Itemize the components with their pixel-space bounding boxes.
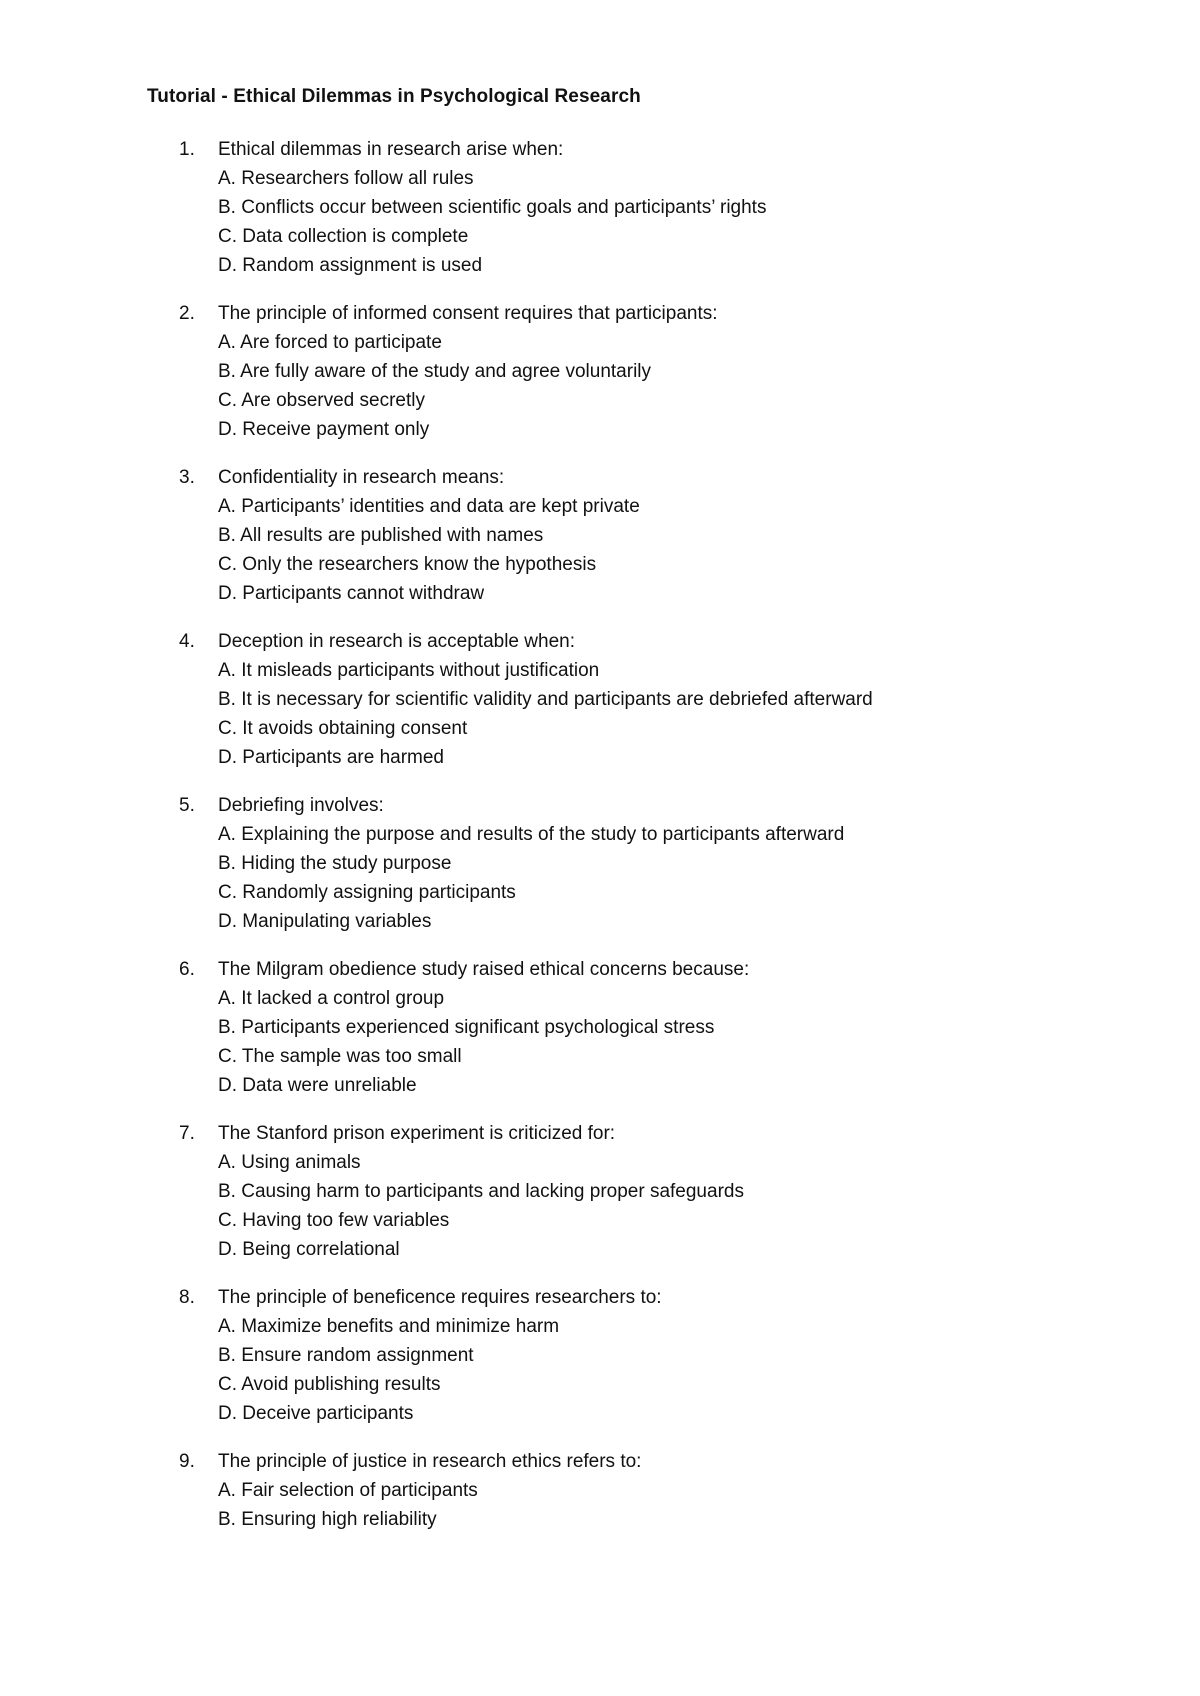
question-text: The principle of informed consent requires that participants: xyxy=(218,303,718,324)
question-number: 7. xyxy=(179,1123,195,1144)
question-text: Ethical dilemmas in research arise when: xyxy=(218,139,564,160)
answer-option: C. Having too few variables xyxy=(218,1210,450,1231)
question-list xyxy=(0,135,1200,1611)
answer-option: C. The sample was too small xyxy=(218,1046,462,1067)
question-4 xyxy=(0,627,1200,791)
answer-option: C. Avoid publishing results xyxy=(218,1374,441,1395)
answer-option: A. Researchers follow all rules xyxy=(218,168,474,189)
answer-option: C. Randomly assigning participants xyxy=(218,882,516,903)
answer-option: D. Deceive participants xyxy=(218,1403,414,1424)
answer-option: D. Receive payment only xyxy=(218,419,430,440)
answer-option: B. Causing harm to participants and lacking proper safeguards xyxy=(218,1181,744,1202)
answer-option: B. Participants experienced significant psychological stress xyxy=(218,1017,715,1038)
answer-option: D. Random assignment is used xyxy=(218,255,483,276)
answer-options xyxy=(218,1476,478,1534)
question-number: 5. xyxy=(179,795,195,816)
question-6 xyxy=(0,955,1200,1119)
question-text: The principle of justice in research ethics refers to: xyxy=(218,1451,642,1472)
question-text: Confidentiality in research means: xyxy=(218,467,505,488)
answer-option: A. Participants’ identities and data are kept private xyxy=(218,496,640,517)
question-text: The Milgram obedience study raised ethical concerns because: xyxy=(218,959,750,980)
answer-option: C. Data collection is complete xyxy=(218,226,469,247)
answer-options xyxy=(218,164,766,280)
answer-option: B. All results are published with names xyxy=(218,525,544,546)
answer-option: B. Ensure random assignment xyxy=(218,1345,474,1366)
question-8 xyxy=(0,1283,1200,1447)
answer-option: C. It avoids obtaining consent xyxy=(218,718,468,739)
answer-option: B. Ensuring high reliability xyxy=(218,1509,437,1530)
answer-options xyxy=(218,328,651,444)
question-9 xyxy=(0,1447,1200,1611)
answer-option: C. Are observed secretly xyxy=(218,390,425,411)
answer-option: B. It is necessary for scientific validity and participants are debriefed afterward xyxy=(218,689,873,710)
answer-option: A. Are forced to participate xyxy=(218,332,442,353)
question-1 xyxy=(0,135,1200,299)
answer-option: B. Hiding the study purpose xyxy=(218,853,452,874)
answer-option: A. Maximize benefits and minimize harm xyxy=(218,1316,560,1337)
answer-option: B. Are fully aware of the study and agree voluntarily xyxy=(218,361,652,382)
answer-option: A. Using animals xyxy=(218,1152,361,1173)
answer-option: A. Explaining the purpose and results of the study to participants afterward xyxy=(218,824,845,845)
answer-option: A. It lacked a control group xyxy=(218,988,445,1009)
answer-option: D. Participants are harmed xyxy=(218,747,444,768)
question-2 xyxy=(0,299,1200,463)
answer-options xyxy=(218,1312,559,1428)
answer-options xyxy=(218,820,844,936)
question-number: 2. xyxy=(179,303,195,324)
question-5 xyxy=(0,791,1200,955)
answer-option: D. Manipulating variables xyxy=(218,911,432,932)
answer-options xyxy=(218,492,640,608)
answer-option: D. Participants cannot withdraw xyxy=(218,583,485,604)
answer-option: A. It misleads participants without justification xyxy=(218,660,600,681)
answer-options xyxy=(218,984,714,1100)
answer-option: D. Being correlational xyxy=(218,1239,400,1260)
answer-option: C. Only the researchers know the hypothesis xyxy=(218,554,597,575)
question-text: Debriefing involves: xyxy=(218,795,384,816)
question-text: The principle of beneficence requires researchers to: xyxy=(218,1287,662,1308)
question-number: 6. xyxy=(179,959,195,980)
answer-option: D. Data were unreliable xyxy=(218,1075,417,1096)
question-number: 1. xyxy=(179,139,195,160)
answer-option: B. Conflicts occur between scientific goals and participants’ rights xyxy=(218,197,767,218)
answer-options xyxy=(218,1148,744,1264)
question-number: 9. xyxy=(179,1451,195,1472)
question-text: Deception in research is acceptable when: xyxy=(218,631,575,652)
question-7 xyxy=(0,1119,1200,1283)
answer-options xyxy=(218,656,873,772)
question-3 xyxy=(0,463,1200,627)
question-number: 3. xyxy=(179,467,195,488)
answer-option: A. Fair selection of participants xyxy=(218,1480,478,1501)
question-number: 4. xyxy=(179,631,195,652)
question-text: The Stanford prison experiment is criticized for: xyxy=(218,1123,616,1144)
document-title: Tutorial - Ethical Dilemmas in Psychological Research xyxy=(147,86,641,107)
question-number: 8. xyxy=(179,1287,195,1308)
